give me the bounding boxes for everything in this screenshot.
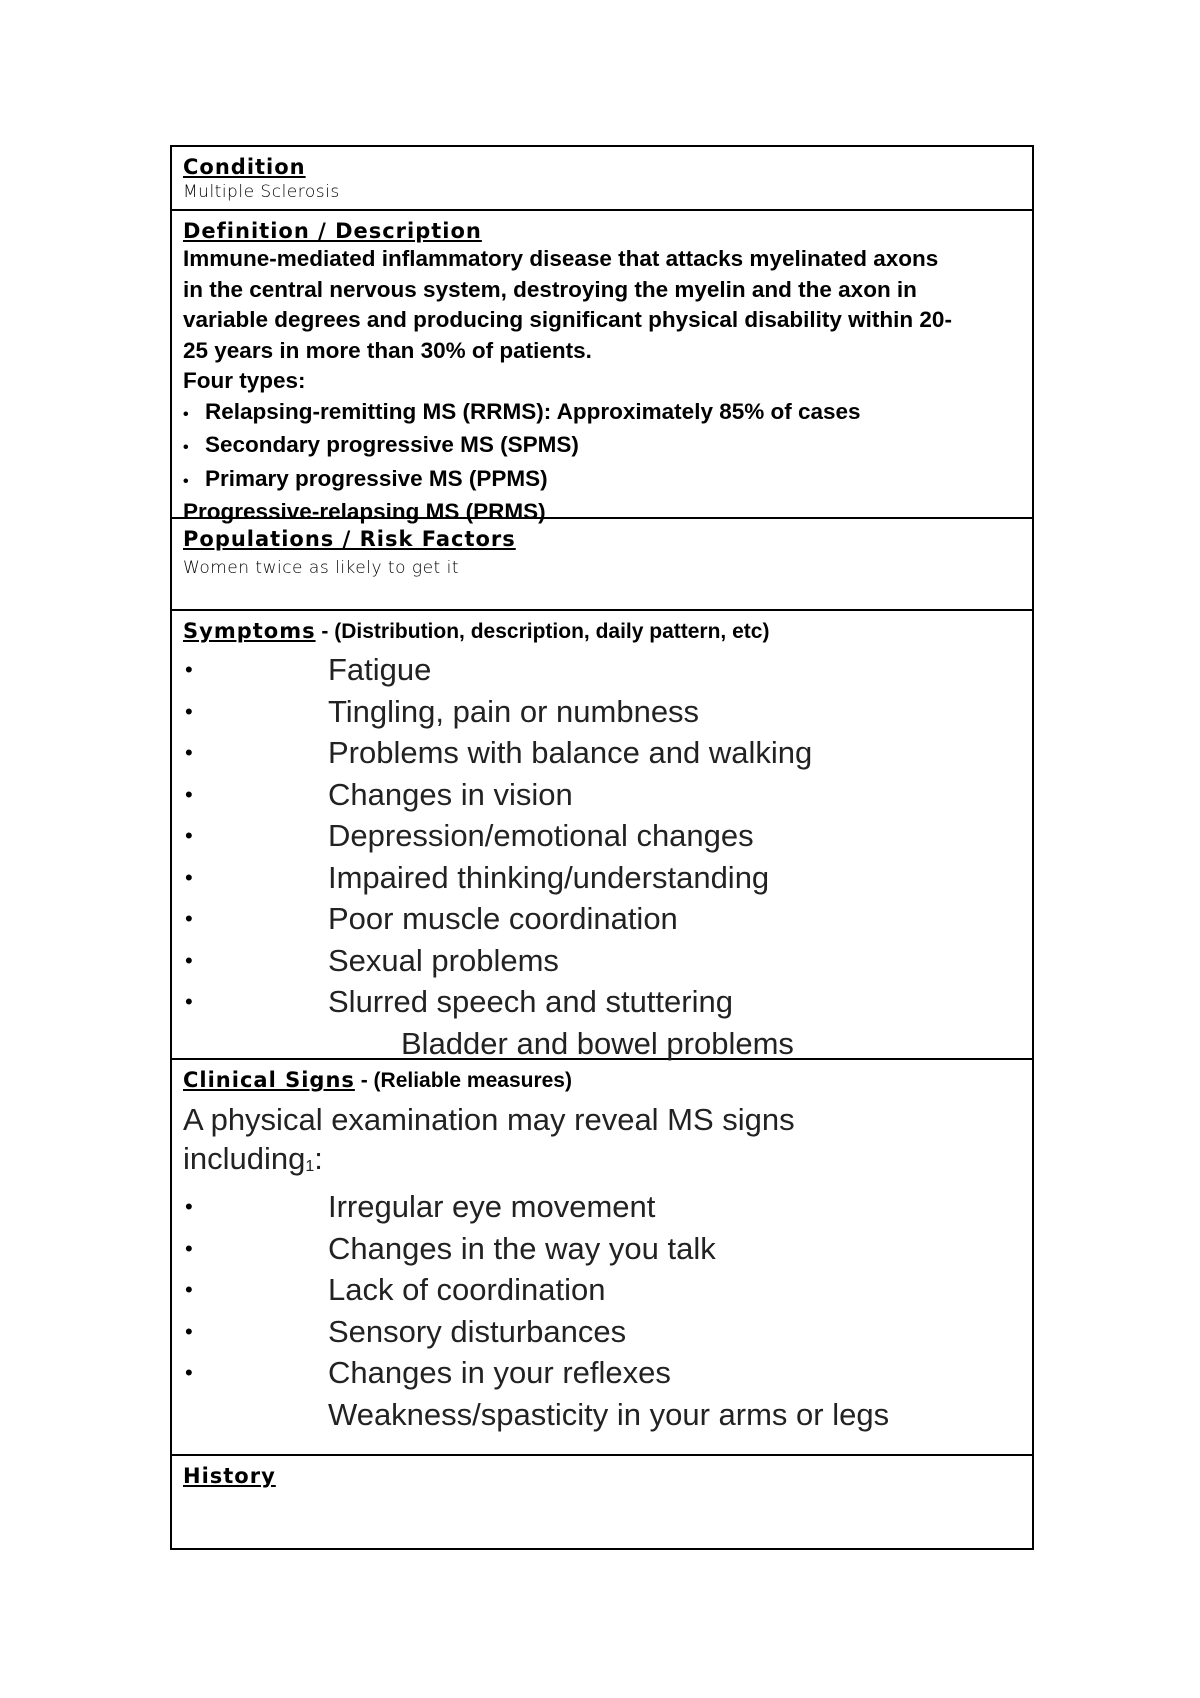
definition-text	[183, 244, 1021, 528]
bullet-icon: •	[185, 1318, 193, 1344]
clinical-signs-heading	[183, 1067, 1021, 1096]
sign-item: • Sensory disturbances	[183, 1311, 1021, 1353]
populations-value: Women twice as likely to get it	[183, 558, 460, 578]
condition-worksheet	[170, 145, 1034, 1550]
symptom-item-last: Bladder and bowel problems	[401, 1025, 794, 1061]
symptoms-note: - (Distribution, description, daily pattern, etc)	[315, 620, 770, 643]
bullet-icon: •	[185, 1235, 193, 1261]
bullet-icon: •	[185, 657, 193, 682]
definition-line: variable degrees and producing significant physical disability within 20-	[183, 307, 952, 332]
type-item: • Secondary progressive MS (SPMS)	[183, 430, 1021, 464]
intro-line: A physical examination may reveal MS signs	[183, 1102, 795, 1137]
symptom-item: • Depression/emotional changes	[183, 815, 1021, 857]
bullet-icon: •	[185, 906, 193, 931]
symptoms-header: Symptoms	[183, 619, 316, 643]
symptom-item: • Impaired thinking/understanding	[183, 857, 1021, 899]
history-row	[172, 1456, 1032, 1548]
sign-item: • Lack of coordination	[183, 1269, 1021, 1311]
symptom-item: • Problems with balance and walking	[183, 732, 1021, 774]
clinical-signs-header: Clinical Signs	[183, 1068, 355, 1092]
bullet-icon: •	[185, 1194, 193, 1219]
definition-line: Immune-mediated inflammatory disease that attacks myelinated axons	[183, 246, 939, 271]
intro-line: including$_1$:	[183, 1141, 323, 1176]
populations-row	[172, 519, 1032, 611]
populations-header: Populations / Risk Factors	[183, 527, 516, 551]
condition-row	[172, 147, 1032, 211]
bullet-icon: •	[185, 1277, 193, 1302]
bullet-icon: •	[185, 947, 193, 973]
symptom-item: • Fatigue	[183, 649, 1021, 691]
symptoms-list	[183, 649, 1021, 1064]
bullet-icon: •	[185, 781, 193, 807]
bullet-icon: •	[183, 439, 189, 456]
symptoms-row	[172, 611, 1032, 1060]
bullet-icon: •	[185, 740, 193, 765]
sign-item: • Changes in the way you talk	[183, 1228, 1021, 1270]
symptoms-heading	[183, 618, 1021, 647]
condition-value: Multiple Sclerosis	[183, 182, 340, 202]
bullet-icon: •	[185, 864, 193, 890]
type-item-last: Progressive-relapsing MS (PRMS)	[183, 499, 546, 524]
sign-item: • Changes in your reflexes	[183, 1352, 1021, 1394]
definition-line: Four types:	[183, 368, 306, 393]
symptom-item: • Poor muscle coordination	[183, 898, 1021, 940]
sign-item: • Irregular eye movement	[183, 1186, 1021, 1228]
definition-line: in the central nervous system, destroying the myelin and the axon in	[183, 276, 917, 302]
condition-header: Condition	[183, 155, 306, 179]
bullet-icon: •	[185, 1360, 193, 1385]
definition-header: Definition / Description	[183, 219, 482, 243]
symptom-item: • Tingling, pain or numbness	[183, 691, 1021, 733]
bullet-icon: •	[185, 989, 193, 1014]
symptom-item: • Sexual problems	[183, 940, 1021, 982]
type-item: • Relapsing-remitting MS (RRMS): Approximately 85% of cases	[183, 397, 1021, 431]
bullet-icon: •	[185, 823, 193, 848]
symptom-item: • Changes in vision	[183, 774, 1021, 816]
sign-item-last: Weakness/spasticity in your arms or legs	[328, 1396, 890, 1432]
symptom-item: • Slurred speech and stuttering	[183, 981, 1021, 1023]
footnote-marker: 1	[305, 1158, 315, 1175]
clinical-signs-note: - (Reliable measures)	[354, 1069, 572, 1092]
clinical-signs-list	[183, 1186, 1021, 1435]
bullet-icon: •	[185, 698, 193, 724]
history-header: History	[183, 1464, 276, 1488]
clinical-signs-intro	[183, 1100, 1021, 1186]
definition-row	[172, 211, 1032, 524]
clinical-signs-row	[172, 1060, 1032, 1456]
definition-line: 25 years in more than 30% of patients.	[183, 337, 592, 363]
bullet-icon: •	[183, 405, 189, 423]
type-item: • Primary progressive MS (PPMS)	[183, 464, 1021, 498]
bullet-icon: •	[183, 472, 189, 490]
